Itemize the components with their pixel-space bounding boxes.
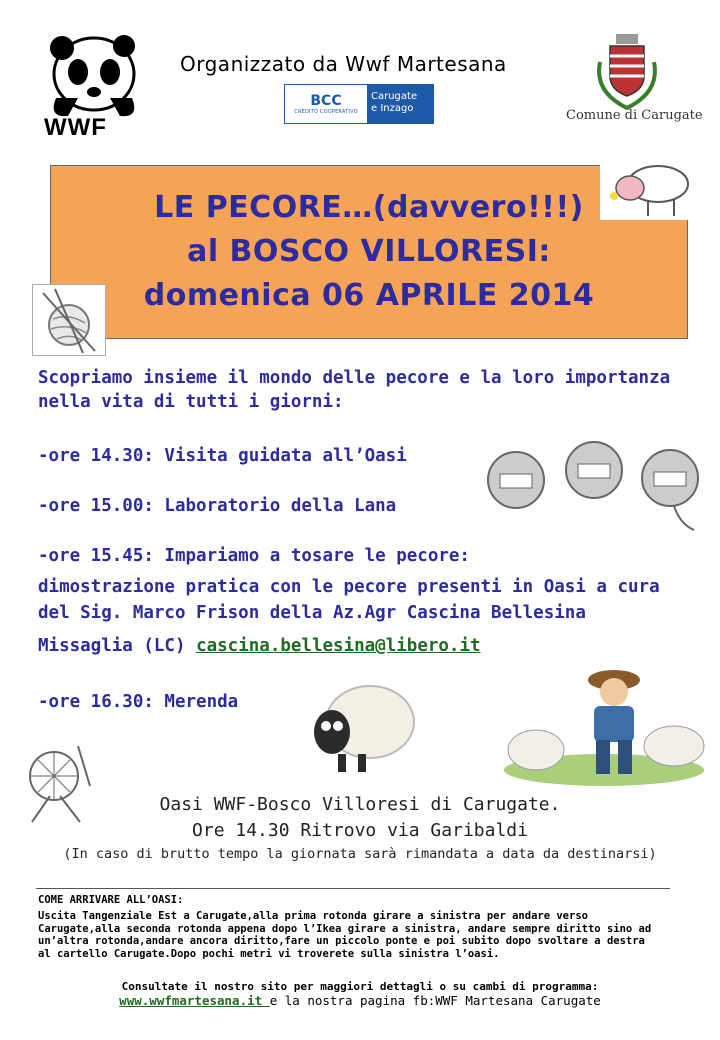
farmer-shearing-sheep-image (496, 650, 710, 790)
bcc-name: BCC (310, 93, 342, 109)
weather-note: (In caso di brutto tempo la giornata sarà rimandata a data da destinarsi) (63, 846, 657, 862)
location-place: Oasi WWF-Bosco Villoresi di Carugate. (159, 794, 561, 815)
directions-line-2: Carugate,alla seconda rotonda appena dopo l’Ikea girare a sinistra, andare sempre diritto sino ad (38, 922, 652, 935)
consult-text: Consultate il nostro sito per maggiori dettagli o su cambi di programma: (121, 980, 599, 993)
program-item-4: -ore 16.30: Merenda (38, 692, 239, 712)
yarn-ball-needles-image (32, 284, 106, 356)
organizer-title: Organizzato da Wwf Martesana (180, 52, 507, 76)
program-intro: Scopriamo insieme il mondo delle pecore e la loro importanza nella vita di tutti i giorni: (38, 368, 671, 412)
program-item-3-place: Missaglia (LC) (38, 636, 186, 656)
directions-line-3: un’altra rotonda,andare ancora diritto,fare un piccolo ponte e poi subito dopo svoltare a destra (38, 935, 645, 947)
yarn-balls-image (484, 440, 704, 535)
program-item-3-detail-2: del Sig. Marco Frison della Az.Agr Cascina Bellesina (38, 603, 586, 623)
bcc-subtitle: CREDITO COOPERATIVO (294, 109, 358, 115)
title-banner (50, 165, 688, 339)
bcc-branch-line1: Carugate (371, 91, 418, 102)
banner-line-3: domenica 06 APRILE 2014 (143, 278, 595, 313)
directions-line-4: al cartello Carugate.Dopo pochi metri vi troverete sulla sinistra l’oasi. (38, 947, 500, 960)
directions-line-1: Uscita Tangenziale Est a Carugate,alla prima rotonda girare a sinistra per andare verso (38, 910, 588, 922)
carugate-crest (592, 32, 662, 110)
program-item-3: -ore 15.45: Impariamo a tosare le pecore: (38, 546, 470, 566)
facebook-text: e la nostra pagina fb:WWF Martesana Carugate (269, 993, 601, 1008)
bcc-logo (284, 84, 434, 124)
meeting-time: Ore 14.30 Ritrovo via Garibaldi (192, 820, 528, 841)
wwf-logo-text: WWF (44, 114, 107, 141)
website-link[interactable]: www.wwfmartesana.it (119, 993, 270, 1008)
wwf-panda-logo (38, 28, 150, 140)
program-item-3-detail-1: dimostrazione pratica con le pecore presenti in Oasi a cura (38, 577, 660, 597)
sheep-flower-image (600, 160, 692, 220)
banner-line-2: al BOSCO VILLORESI: (187, 234, 551, 269)
program-item-2: -ore 15.00: Laboratorio della Lana (38, 496, 397, 516)
program-item-1: -ore 14.30: Visita guidata all’Oasi (38, 446, 407, 466)
comune-label: Comune di Carugate (566, 108, 703, 123)
banner-line-1: LE PECORE…(davvero!!!) (154, 190, 584, 225)
bcc-branch-line2: e Inzago (371, 103, 414, 114)
footer-site-line (0, 993, 720, 1008)
directions-title: COME ARRIVARE ALL’OASI: (38, 894, 184, 906)
sheep-cartoon-image (298, 680, 420, 780)
divider-line (36, 888, 670, 889)
directions-text (38, 910, 686, 960)
email-link[interactable]: cascina.bellesina@libero.it (196, 636, 481, 656)
